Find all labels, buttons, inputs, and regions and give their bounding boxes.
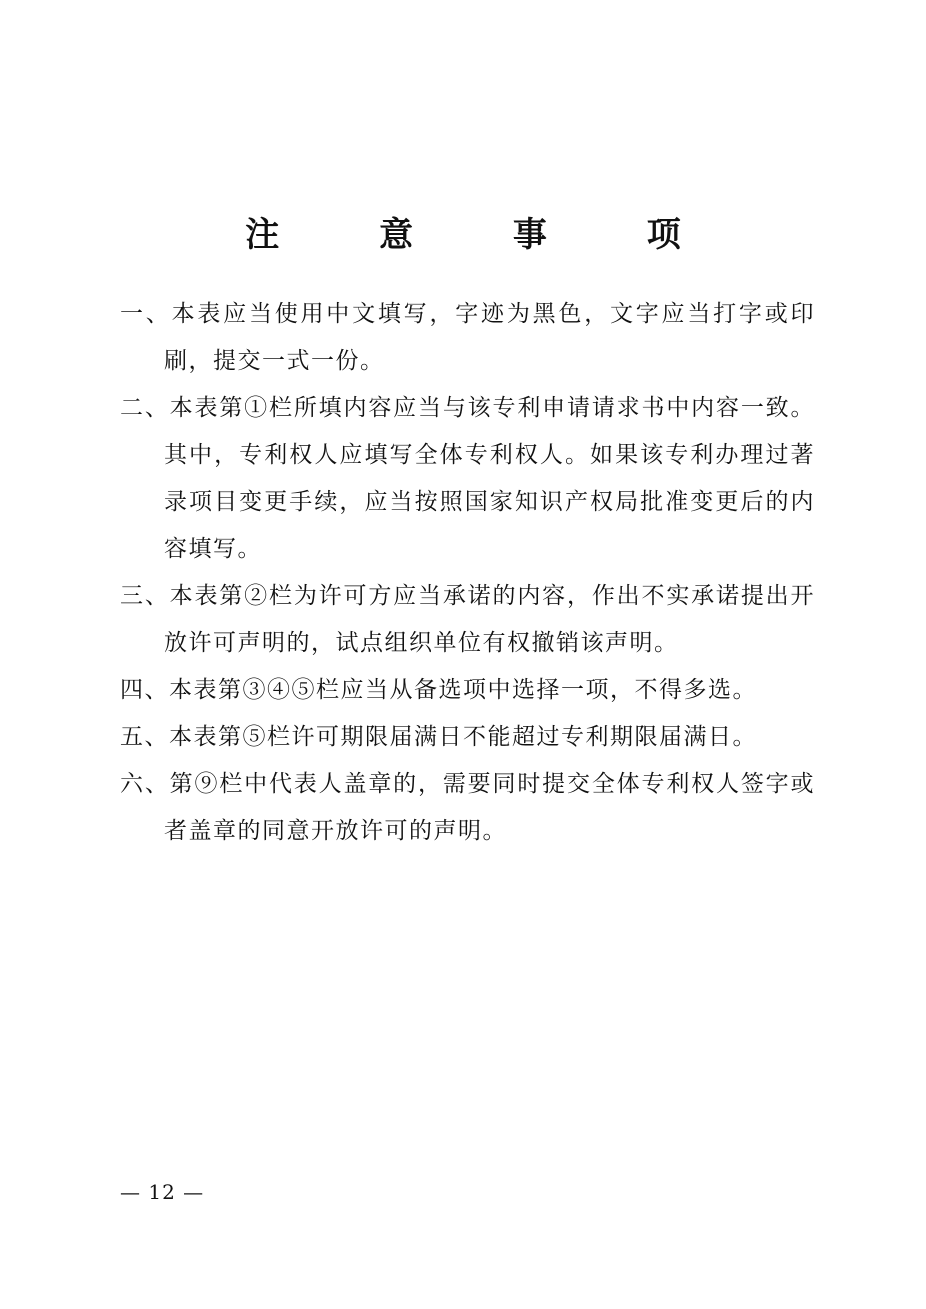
note-item-5: 五、本表第⑤栏许可期限届满日不能超过专利期限届满日。 <box>120 724 757 750</box>
note-item-4: 四、本表第③④⑤栏应当从备选项中选择一项，不得多选。 <box>120 677 757 703</box>
notes-list <box>120 291 815 855</box>
note-item-3: 三、本表第②栏为许可方应当承诺的内容，作出不实承诺提出开放许可声明的，试点组织单位有权撤销该声明。 <box>120 583 815 656</box>
note-item-2: 二、本表第①栏所填内容应当与该专利申请请求书中内容一致。其中，专利权人应填写全体专利权人。如果该专利办理过著录项目变更手续，应当按照国家知识产权局批准变更后的内容填写。 <box>120 395 815 562</box>
page-title: 注 意 事 项 <box>245 214 725 255</box>
note-item-1: 一、本表应当使用中文填写，字迹为黑色，文字应当打字或印刷，提交一式一份。 <box>120 301 815 374</box>
page-number: — 12 — <box>120 1180 205 1204</box>
note-item-6: 六、第⑨栏中代表人盖章的，需要同时提交全体专利权人签字或者盖章的同意开放许可的声明。 <box>120 771 815 844</box>
